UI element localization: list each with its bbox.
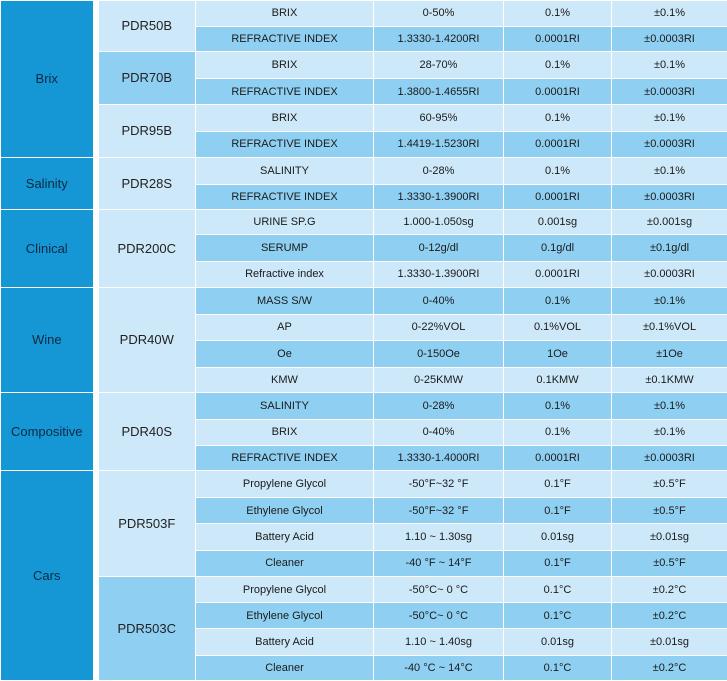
accuracy-cell: ±0.1% [612, 287, 727, 314]
accuracy-cell: ±0.1% [612, 1, 727, 27]
accuracy-cell: ±0.2°C [612, 656, 727, 681]
parameter-cell: Ethylene Glycol [196, 498, 374, 524]
resolution-cell: 0.0001RI [504, 132, 612, 158]
range-cell: 1.3330-1.4000RI [374, 445, 504, 471]
resolution-cell: 0.1% [504, 51, 612, 79]
range-cell: 1.4419-1.5230RI [374, 132, 504, 158]
accuracy-cell: ±0.0003RI [612, 132, 727, 158]
range-cell: 1.10 ~ 1.30sg [374, 523, 504, 550]
table-row [1, 210, 727, 235]
range-cell: -40 °C ~ 14°C [374, 656, 504, 681]
model-cell: PDR40W [96, 287, 196, 392]
table-row [1, 105, 727, 132]
table-row [1, 576, 727, 603]
parameter-cell: Ethylene Glycol [196, 603, 374, 629]
range-cell: 0-40% [374, 419, 504, 445]
model-cell: PDR503C [96, 576, 196, 680]
range-cell: -50°C~ 0 °C [374, 576, 504, 603]
resolution-cell: 0.1°C [504, 656, 612, 681]
resolution-cell: 0.1% [504, 1, 612, 27]
range-cell: -40 °F ~ 14°F [374, 550, 504, 576]
resolution-cell: 0.0001RI [504, 26, 612, 51]
table-row [1, 392, 727, 419]
parameter-cell: AP [196, 314, 374, 341]
accuracy-cell: ±1Oe [612, 341, 727, 368]
category-cell: Clinical [1, 210, 96, 287]
resolution-cell: 0.1KMW [504, 368, 612, 393]
resolution-cell: 0.1% [504, 287, 612, 314]
parameter-cell: MASS S/W [196, 287, 374, 314]
parameter-cell: Refractive index [196, 261, 374, 287]
range-cell: 0-40% [374, 287, 504, 314]
resolution-cell: 0.1°C [504, 576, 612, 603]
resolution-cell: 0.1%VOL [504, 314, 612, 341]
resolution-cell: 0.0001RI [504, 261, 612, 287]
range-cell: -50°F~32 °F [374, 498, 504, 524]
table-row [1, 51, 727, 79]
accuracy-cell: ±0.1% [612, 105, 727, 132]
accuracy-cell: ±0.001sg [612, 210, 727, 235]
parameter-cell: BRIX [196, 1, 374, 27]
model-cell: PDR503F [96, 471, 196, 576]
accuracy-cell: ±0.5°F [612, 498, 727, 524]
resolution-cell: 0.1g/dl [504, 235, 612, 262]
parameter-cell: REFRACTIVE INDEX [196, 26, 374, 51]
resolution-cell: 0.01sg [504, 523, 612, 550]
parameter-cell: URINE SP.G [196, 210, 374, 235]
model-cell: PDR200C [96, 210, 196, 287]
parameter-cell: Propylene Glycol [196, 471, 374, 498]
model-cell: PDR95B [96, 105, 196, 158]
model-cell: PDR70B [96, 51, 196, 105]
parameter-cell: SERUMP [196, 235, 374, 262]
parameter-cell: Cleaner [196, 656, 374, 681]
parameter-cell: Battery Acid [196, 523, 374, 550]
resolution-cell: 0.1% [504, 105, 612, 132]
resolution-cell: 0.1°C [504, 603, 612, 629]
resolution-cell: 0.0001RI [504, 445, 612, 471]
range-cell: 1.3330-1.4200RI [374, 26, 504, 51]
parameter-cell: Oe [196, 341, 374, 368]
parameter-cell: REFRACTIVE INDEX [196, 79, 374, 105]
resolution-cell: 0.1°F [504, 498, 612, 524]
table-row [1, 471, 727, 498]
table-row [1, 1, 727, 27]
accuracy-cell: ±0.0003RI [612, 79, 727, 105]
accuracy-cell: ±0.1%VOL [612, 314, 727, 341]
accuracy-cell: ±0.01sg [612, 629, 727, 656]
accuracy-cell: ±0.1% [612, 392, 727, 419]
range-cell: 1.10 ~ 1.40sg [374, 629, 504, 656]
range-cell: 0-28% [374, 157, 504, 184]
category-cell: Brix [1, 1, 96, 158]
range-cell: 60-95% [374, 105, 504, 132]
range-cell: -50°F~32 °F [374, 471, 504, 498]
resolution-cell: 0.1% [504, 392, 612, 419]
resolution-cell: 0.1% [504, 419, 612, 445]
category-cell: Wine [1, 287, 96, 392]
parameter-cell: BRIX [196, 51, 374, 79]
table-row [1, 287, 727, 314]
resolution-cell: 0.1°F [504, 550, 612, 576]
parameter-cell: BRIX [196, 419, 374, 445]
parameter-cell: Propylene Glycol [196, 576, 374, 603]
accuracy-cell: ±0.5°F [612, 550, 727, 576]
parameter-cell: BRIX [196, 105, 374, 132]
parameter-cell: Cleaner [196, 550, 374, 576]
accuracy-cell: ±0.1% [612, 51, 727, 79]
accuracy-cell: ±0.5°F [612, 471, 727, 498]
accuracy-cell: ±0.1g/dl [612, 235, 727, 262]
accuracy-cell: ±0.1% [612, 419, 727, 445]
range-cell: 0-28% [374, 392, 504, 419]
range-cell: 1.3330-1.3900RI [374, 261, 504, 287]
category-cell: Compositive [1, 392, 96, 470]
accuracy-cell: ±0.0003RI [612, 445, 727, 471]
parameter-cell: KMW [196, 368, 374, 393]
table-row [1, 157, 727, 184]
range-cell: 0-50% [374, 1, 504, 27]
accuracy-cell: ±0.1% [612, 157, 727, 184]
range-cell: 1.3330-1.3900RI [374, 184, 504, 210]
range-cell: 1.3800-1.4655RI [374, 79, 504, 105]
spec-table-body [1, 1, 727, 681]
parameter-cell: REFRACTIVE INDEX [196, 132, 374, 158]
model-cell: PDR28S [96, 157, 196, 210]
resolution-cell: 0.01sg [504, 629, 612, 656]
resolution-cell: 0.1°F [504, 471, 612, 498]
resolution-cell: 0.1% [504, 157, 612, 184]
range-cell: 0-12g/dl [374, 235, 504, 262]
accuracy-cell: ±0.01sg [612, 523, 727, 550]
model-cell: PDR50B [96, 1, 196, 52]
range-cell: 1.000-1.050sg [374, 210, 504, 235]
parameter-cell: Battery Acid [196, 629, 374, 656]
accuracy-cell: ±0.0003RI [612, 184, 727, 210]
resolution-cell: 0.001sg [504, 210, 612, 235]
range-cell: 0-22%VOL [374, 314, 504, 341]
accuracy-cell: ±0.0003RI [612, 261, 727, 287]
range-cell: -50°C~ 0 °C [374, 603, 504, 629]
range-cell: 28-70% [374, 51, 504, 79]
resolution-cell: 0.0001RI [504, 184, 612, 210]
category-cell: Cars [1, 471, 96, 681]
resolution-cell: 0.0001RI [504, 79, 612, 105]
parameter-cell: REFRACTIVE INDEX [196, 445, 374, 471]
category-cell: Salinity [1, 157, 96, 210]
parameter-cell: SALINITY [196, 157, 374, 184]
range-cell: 0-25KMW [374, 368, 504, 393]
accuracy-cell: ±0.2°C [612, 603, 727, 629]
parameter-cell: SALINITY [196, 392, 374, 419]
range-cell: 0-150Oe [374, 341, 504, 368]
accuracy-cell: ±0.2°C [612, 576, 727, 603]
parameter-cell: REFRACTIVE INDEX [196, 184, 374, 210]
accuracy-cell: ±0.1KMW [612, 368, 727, 393]
accuracy-cell: ±0.0003RI [612, 26, 727, 51]
resolution-cell: 1Oe [504, 341, 612, 368]
model-cell: PDR40S [96, 392, 196, 470]
